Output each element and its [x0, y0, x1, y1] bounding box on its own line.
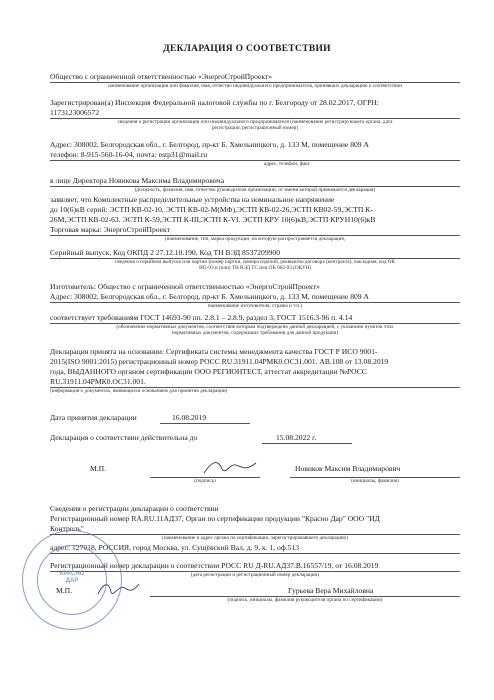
accepted-date-label: Дата принятия декларации: [50, 413, 137, 422]
product-serial-caption-1: сведения о серийном выпуске или партии (номер партии, номера изделий, реквизиты договора (контракта), накладная, код ОК: [115, 259, 395, 265]
head-name: Гурьева Вера Михайловна: [288, 586, 374, 595]
registration-line-4: адрес: 127018, РОССИЯ, город Москва, ул. Сущёвский Вал, д. 9, к. 1, оф.513: [50, 543, 300, 552]
basis-line-3: года, ВЫДАННОГО органом сертификации ООО РЕГИОНТЕСТ, аттестат аккредитации №РОСС: [50, 367, 367, 376]
certification-stamp: [22, 530, 122, 630]
product-caption: (наименование, тип, марка продукции, на которую распространяется декларация,: [164, 236, 346, 242]
product-serial-caption-2: 005-93 и (или) ТН ВЭД ТС или ОК 002-93 (ОКУН): [198, 265, 312, 271]
applicant-registration-caption-1: сведения о регистрации организации или индивидуального предпринимателя (наименование регистрирующего органа, дата: [117, 119, 393, 125]
director-name-caption: (инициалы, фамилия): [351, 478, 399, 484]
product-serial: Серийный выпуск, Код ОКПД 2 27.12.10.190, Код ТН ВЭД 8537209900: [50, 248, 281, 257]
manufacturer-caption: наименование изготовителя, страны и т.п.): [207, 303, 303, 309]
representative-caption: (должность, фамилия, имя, отчество руководителя организации, от имени которой принимается декларация): [134, 187, 376, 193]
registration-line-1: Сведения о регистрации декларации о соответствии: [50, 504, 219, 513]
mp-label: М.П.: [90, 464, 107, 473]
registration-line-5: Регистрационный номер декларации о соответствии РОСС RU Д-RU.АД37.В.16557/19, от 16.08.2019: [50, 561, 379, 570]
standards-caption-1: (обозначение нормативных документов, соответствие которым подтверждено данной декларацией, с указанием пунктов этих: [116, 324, 394, 330]
applicant-address-caption: адрес, телефон, факс: [263, 161, 310, 167]
applicant-address-1: Адрес: 308002, Белгородская обл., г. Белгород, пр-кт Б. Хмельницкого, д. 133 М, помещение 809 А: [50, 140, 369, 149]
basis-line-4: RU.31911.04РМК0.ОС31.001.: [50, 377, 146, 386]
director-signature: [200, 455, 260, 479]
divider: [160, 423, 250, 424]
applicant-address-2: телефон: 8-915-560-16-04, почта: estp31@mail.ru: [50, 150, 208, 159]
registration-line-3: Контроль": [50, 524, 84, 533]
stamp-text: [23, 571, 121, 585]
basis-caption: (информация о документах, являющихся основанием для принятия декларации): [50, 388, 228, 394]
accepted-date-value: 16.08.2019: [172, 413, 207, 422]
product-line-3: 26М,ЭСТП КВ-02-63. ЭСТП К-59,ЭСТП К-III,ЭСТП К-VI. ЭСТП КРУ 10(6)кВ;ЭСТП КРУН10(6)кВ: [50, 215, 376, 224]
applicant-registration-2: 1173123006572: [50, 108, 100, 117]
standards-caption-2: нормативных документов, содержащих требования для данной продукции): [171, 330, 339, 336]
manufacturer-line-1: Изготовитель: Общество с ограниченной ответственностью «ЭнергоСтройПроект»: [50, 282, 320, 291]
stamp-text-1: КРАСНО: [59, 571, 85, 577]
basis-line-1: Декларация принята на основании: Сертификата системы менеджмента качества ГОСТ Р ИСО 9001-: [50, 347, 378, 356]
applicant-name-caption: наименование организации или фамилия, имя, отчество индивидуального предпринимателя, принявших декларацию о соответствии: [107, 83, 403, 89]
representative-line: в лице Директора Новикова Максима Владимировича: [50, 176, 225, 185]
signature-caption: (подпись): [194, 478, 216, 484]
basis-line-2: 2015(ISO 9001:2015) регистрационный номер РОСС RU.31911.04РМК0.ОС31.001. АВ.108 от 13.08.2019: [50, 357, 389, 366]
valid-until-value: 15.08.2022 г.: [276, 433, 317, 442]
registration-mp-label: М.П.: [56, 586, 73, 595]
divider: [262, 443, 352, 444]
registration-line-2: Регистрационный номер RA.RU.11АД37, Орган по сертификации продукции "Красно Дар" ООО "ИД: [50, 514, 380, 523]
product-line-4: Торговая марка: ЭнергоСтройПроект: [50, 225, 170, 234]
registration-caption-2: (дата регистрации и регистрационный номер декларации): [190, 572, 320, 578]
product-line-2: до 10(6)кВ серий: ЭСТП КВ-02-10, ЭСТП КВ-02-М(МФ),ЭСТП КВ-02-26,ЭСТП КВ02-59,ЭСТП К-: [50, 205, 373, 214]
stamp-text-2: ДАР: [65, 578, 79, 584]
product-line-1: заявляет, что Комплектные распределительные устройства на номинальное напряжение: [50, 195, 335, 204]
valid-until-label: Декларация о соответствии действительна до: [50, 433, 198, 442]
document-title: ДЕКЛАРАЦИЯ О СООТВЕТСТВИИ: [163, 44, 331, 54]
registration-caption-3: (подпись, инициалы, фамилия руководителя органа по сертификации): [227, 597, 383, 603]
standards-line: соответствует требованиям ГОСТ 14693-90 пп. 2.8.1 – 2.8.9, раздел 3, ГОСТ 1516.3-96 п. 4.14: [50, 313, 353, 322]
applicant-registration-caption-2: регистрации, регистрационный номер): [211, 125, 298, 131]
applicant-registration-1: Зарегистрирован(а) Инспекция Федеральной налоговой службы по г. Белгороду от 28.02.2017, ОГРН:: [50, 98, 379, 107]
director-name: Новиков Максим Владимирович: [295, 464, 401, 473]
registration-caption-1: (наименование и адрес органа по сертификации, зарегистрировавшего декларацию): [162, 535, 348, 541]
manufacturer-line-2: Адрес: 308002, Белгородская обл., г. Белгород, пр-кт Б. Хмельницкого, д. 133 М, помещение 809 А: [50, 292, 369, 301]
applicant-name: Общество с ограниченной ответственностью «ЭнергоСтройПроект»: [50, 72, 273, 81]
